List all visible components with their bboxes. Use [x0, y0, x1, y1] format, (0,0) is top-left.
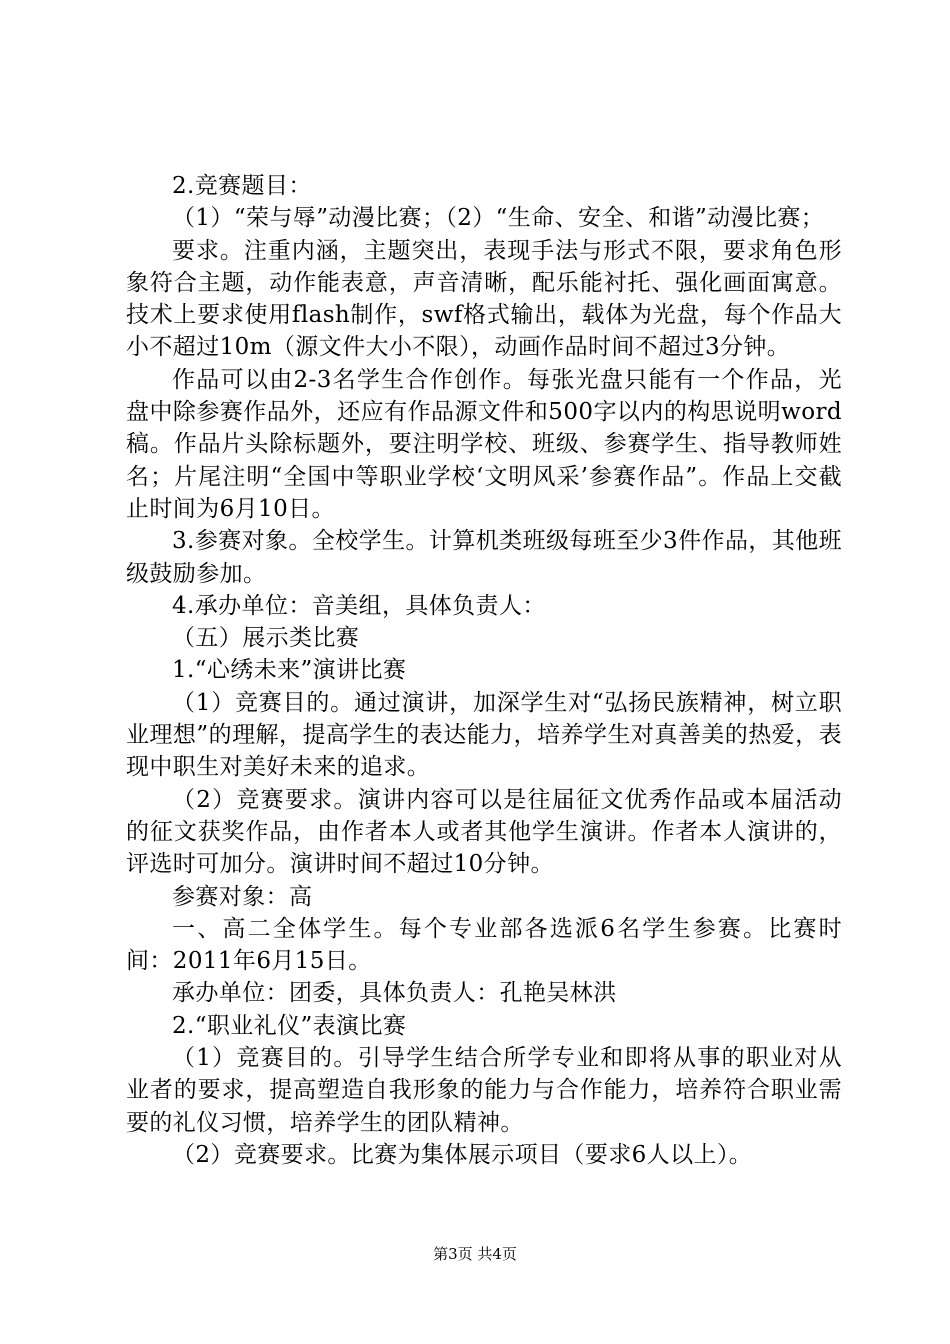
paragraph-topic-heading: 2.竞赛题目：	[172, 173, 312, 199]
paragraph-speech-organizer: 承办单位：团委，具体负责人：孔艳吴林洪	[172, 980, 617, 1007]
paragraph-section-heading: （五）展示类比赛	[172, 625, 360, 652]
document-body	[126, 170, 842, 1171]
paragraph-organizer: 4.承办单位：音美组，具体负责人：	[172, 592, 546, 619]
paragraph-speech-purpose: （1）竞赛目的。通过演讲，加深学生对“弘扬民族精神，树立职业理想”的理解，提高学生的表达能力，培养学生对真善美的热爱，表现中职生对美好未来的追求。	[126, 689, 842, 781]
paragraph-etiquette-contest-title: 2.“职业礼仪”表演比赛	[172, 1012, 407, 1039]
paragraph-topics: （1）“荣与辱”动漫比赛；（2）“生命、安全、和谐”动漫比赛；	[172, 205, 825, 232]
paragraph-speech-schedule: 一、高二全体学生。每个专业部各选派6名学生参赛。比赛时间：2011年6月15日。	[126, 915, 842, 975]
paragraph-etiquette-requirements: （2）竞赛要求。比赛为集体展示项目（要求6人以上）。	[172, 1141, 753, 1168]
paragraph-requirements: 要求。注重内涵，主题突出，表现手法与形式不限，要求角色形象符合主题，动作能表意，声音清晰，配乐能衬托、强化画面寓意。技术上要求使用flash制作，swf格式输出，载体为光盘，每个作品大小不超过10m（源文件大小不限），动画作品时间不超过3分钟。	[126, 237, 842, 361]
paragraph-etiquette-purpose: （1）竞赛目的。引导学生结合所学专业和即将从事的职业对从业者的要求，提高塑造自我形象的能力与合作能力，培养符合职业需要的礼仪习惯，培养学生的团队精神。	[126, 1045, 842, 1136]
paragraph-participants: 3.参赛对象。全校学生。计算机类班级每班至少3件作品，其他班级鼓励参加。	[126, 528, 842, 587]
paragraph-speech-participants: 参赛对象：高	[172, 883, 313, 910]
paragraph-speech-requirements: （2）竞赛要求。演讲内容可以是往届征文优秀作品或本届活动的征文获奖作品，由作者本人或者其他学生演讲。作者本人演讲的，评选时可加分。演讲时间不超过10分钟。	[126, 786, 842, 878]
page-footer: 第3页 共4页	[433, 1245, 517, 1263]
paragraph-creation-rules: 作品可以由2-3名学生合作创作。每张光盘只能有一个作品，光盘中除参赛作品外，还应有作品源文件和500字以内的构思说明word稿。作品片头除标题外，要注明学校、班级、参赛学生、指导教师姓名；片尾注明“全国中等职业学校‘文明风采’参赛作品”。作品上交截止时间为6月10日。	[126, 366, 842, 522]
paragraph-speech-contest-title: 1.“心绣未来”演讲比赛	[172, 657, 407, 684]
